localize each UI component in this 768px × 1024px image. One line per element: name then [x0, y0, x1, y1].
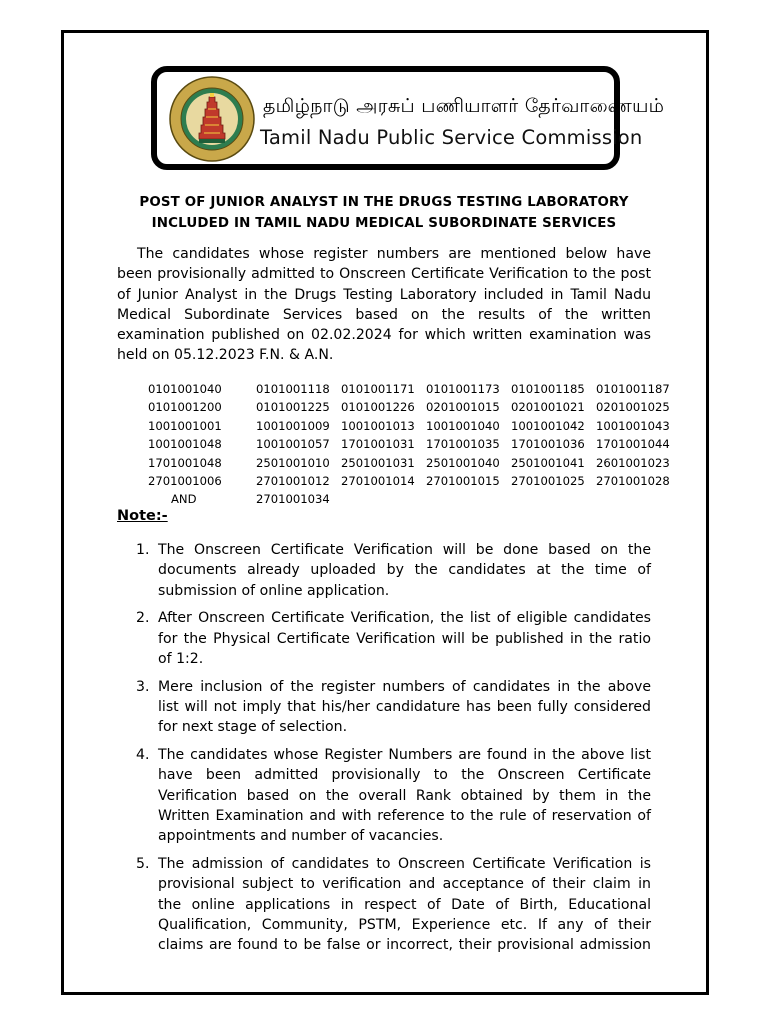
register-number: 0101001225: [256, 400, 330, 415]
register-row: [148, 490, 681, 508]
register-number: 2701001012: [256, 474, 330, 489]
register-number: 1701001035: [426, 437, 500, 452]
note-line: claims are found to be false or incorrect, their provisional admission: [158, 937, 651, 954]
note-heading: Note:-: [117, 508, 168, 524]
note-line: for next stage of selection.: [158, 719, 348, 736]
register-number: 1701001044: [596, 437, 670, 452]
register-row: [148, 435, 681, 453]
note-item: [128, 608, 651, 669]
register-number: 2701001025: [511, 474, 585, 489]
register-row: [148, 472, 681, 490]
note-line: provisional subject to verification and acceptance of their claim in: [158, 876, 651, 893]
intro-line: of Junior Analyst in the Drugs Testing Laboratory included in Tamil Nadu: [117, 286, 651, 303]
register-number: 2701001015: [426, 474, 500, 489]
register-number: 2601001023: [596, 455, 670, 470]
tamil-nadu-emblem-icon: [168, 75, 256, 163]
intro-line: held on 05.12.2023 F.N. & A.N.: [117, 347, 334, 364]
note-line: The admission of candidates to Onscreen Certificate Verification is: [158, 856, 651, 873]
intro-line: examination published on 02.02.2024 for which written examination was: [117, 327, 651, 344]
register-number: 1701001048: [148, 455, 222, 470]
register-number: 0101001040: [148, 382, 222, 396]
register-number: 1001001042: [511, 418, 585, 433]
register-row: [148, 398, 681, 416]
register-number: 1701001036: [511, 437, 585, 452]
note-line: appointments and number of vacancies.: [158, 828, 444, 845]
register-number: 1001001009: [256, 418, 330, 433]
register-number: 2501001031: [341, 455, 415, 470]
note-number: 2.: [136, 610, 150, 627]
register-number: 0101001171: [341, 382, 415, 396]
commission-name-tamil: தமிழ்நாடு அரசுப் பணியாளர் தேர்வாணையம்: [263, 95, 665, 117]
note-number: 5.: [136, 856, 150, 873]
register-number: 0101001185: [511, 382, 585, 396]
register-number: 0101001173: [426, 382, 500, 396]
note-line: After Onscreen Certificate Verification, the list of eligible candidates: [158, 610, 651, 627]
and-label: AND: [171, 492, 197, 507]
note-line: list will not imply that his/her candidature has been fully considered: [158, 699, 651, 716]
note-line: Verification based on the overall Rank obtained by them in the: [158, 787, 651, 804]
intro-line: The candidates whose register numbers are mentioned below have: [137, 246, 651, 262]
register-number: 0201001015: [426, 400, 500, 415]
register-number: 2701001006: [148, 474, 222, 489]
commission-name-english: Tamil Nadu Public Service Commission: [260, 126, 643, 149]
register-row: [148, 380, 681, 398]
note-line: The candidates whose Register Numbers are found in the above list: [158, 747, 651, 764]
note-line: the online applications in respect of Date of Birth, Educational: [158, 896, 651, 913]
note-line: Qualification, Community, PSTM, Experience etc. If any of their: [158, 917, 651, 934]
note-item: [128, 540, 651, 601]
register-number: 0101001187: [596, 382, 670, 396]
note-item: [128, 745, 651, 846]
register-number: 0101001118: [256, 382, 330, 396]
note-line: for the Physical Certificate Verification will be published in the ratio: [158, 630, 651, 647]
post-title-line-2: INCLUDED IN TAMIL NADU MEDICAL SUBORDINATE SERVICES: [151, 216, 617, 231]
post-title-line-1: POST OF JUNIOR ANALYST IN THE DRUGS TESTING LABORATORY: [139, 195, 629, 210]
register-number: 2701001014: [341, 474, 415, 489]
note-item: [128, 854, 651, 955]
register-number: 2701001028: [596, 474, 670, 489]
register-number: 0101001200: [148, 400, 222, 415]
register-number: 2501001010: [256, 455, 330, 470]
note-item: [128, 677, 651, 738]
note-line: documents already uploaded by the candidates at the time of: [158, 562, 651, 579]
register-row: [148, 417, 681, 435]
register-number: 1001001001: [148, 418, 222, 433]
intro-paragraph: [117, 244, 651, 366]
note-line: submission of online application.: [158, 582, 390, 599]
register-number: 2501001041: [511, 455, 585, 470]
register-number: 1001001043: [596, 418, 670, 433]
register-number: 0101001226: [341, 400, 415, 415]
intro-line: Medical Subordinate Services based on the results of the written: [117, 306, 651, 323]
register-number: 2501001040: [426, 455, 500, 470]
register-number: 1001001040: [426, 418, 500, 433]
register-number: 0201001025: [596, 400, 670, 415]
note-number: 4.: [136, 747, 150, 764]
note-line: have been admitted provisionally to the Onscreen Certificate: [158, 767, 651, 784]
note-line: The Onscreen Certificate Verification will be done based on the: [158, 542, 651, 558]
note-number: 3.: [136, 678, 150, 695]
register-row: [148, 454, 681, 472]
register-number: 1001001013: [341, 418, 415, 433]
note-line: of 1:2.: [158, 650, 204, 667]
register-numbers-table: [148, 380, 681, 509]
register-number: 0201001021: [511, 400, 585, 415]
post-title: [80, 192, 688, 234]
note-number: 1.: [136, 542, 150, 558]
register-number: 1701001031: [341, 437, 415, 452]
register-number: 1001001048: [148, 437, 222, 452]
notes-list: [128, 540, 651, 963]
note-line: Mere inclusion of the register numbers of candidates in the above: [158, 678, 651, 695]
commission-header: [151, 66, 665, 170]
register-number: 2701001034: [256, 492, 330, 507]
note-line: Written Examination and with reference to the rule of reservation of: [158, 808, 651, 825]
register-numbers-list: [148, 380, 681, 509]
register-number: 1001001057: [256, 437, 330, 452]
intro-line: been provisionally admitted to Onscreen Certificate Verification to the post: [117, 266, 651, 283]
